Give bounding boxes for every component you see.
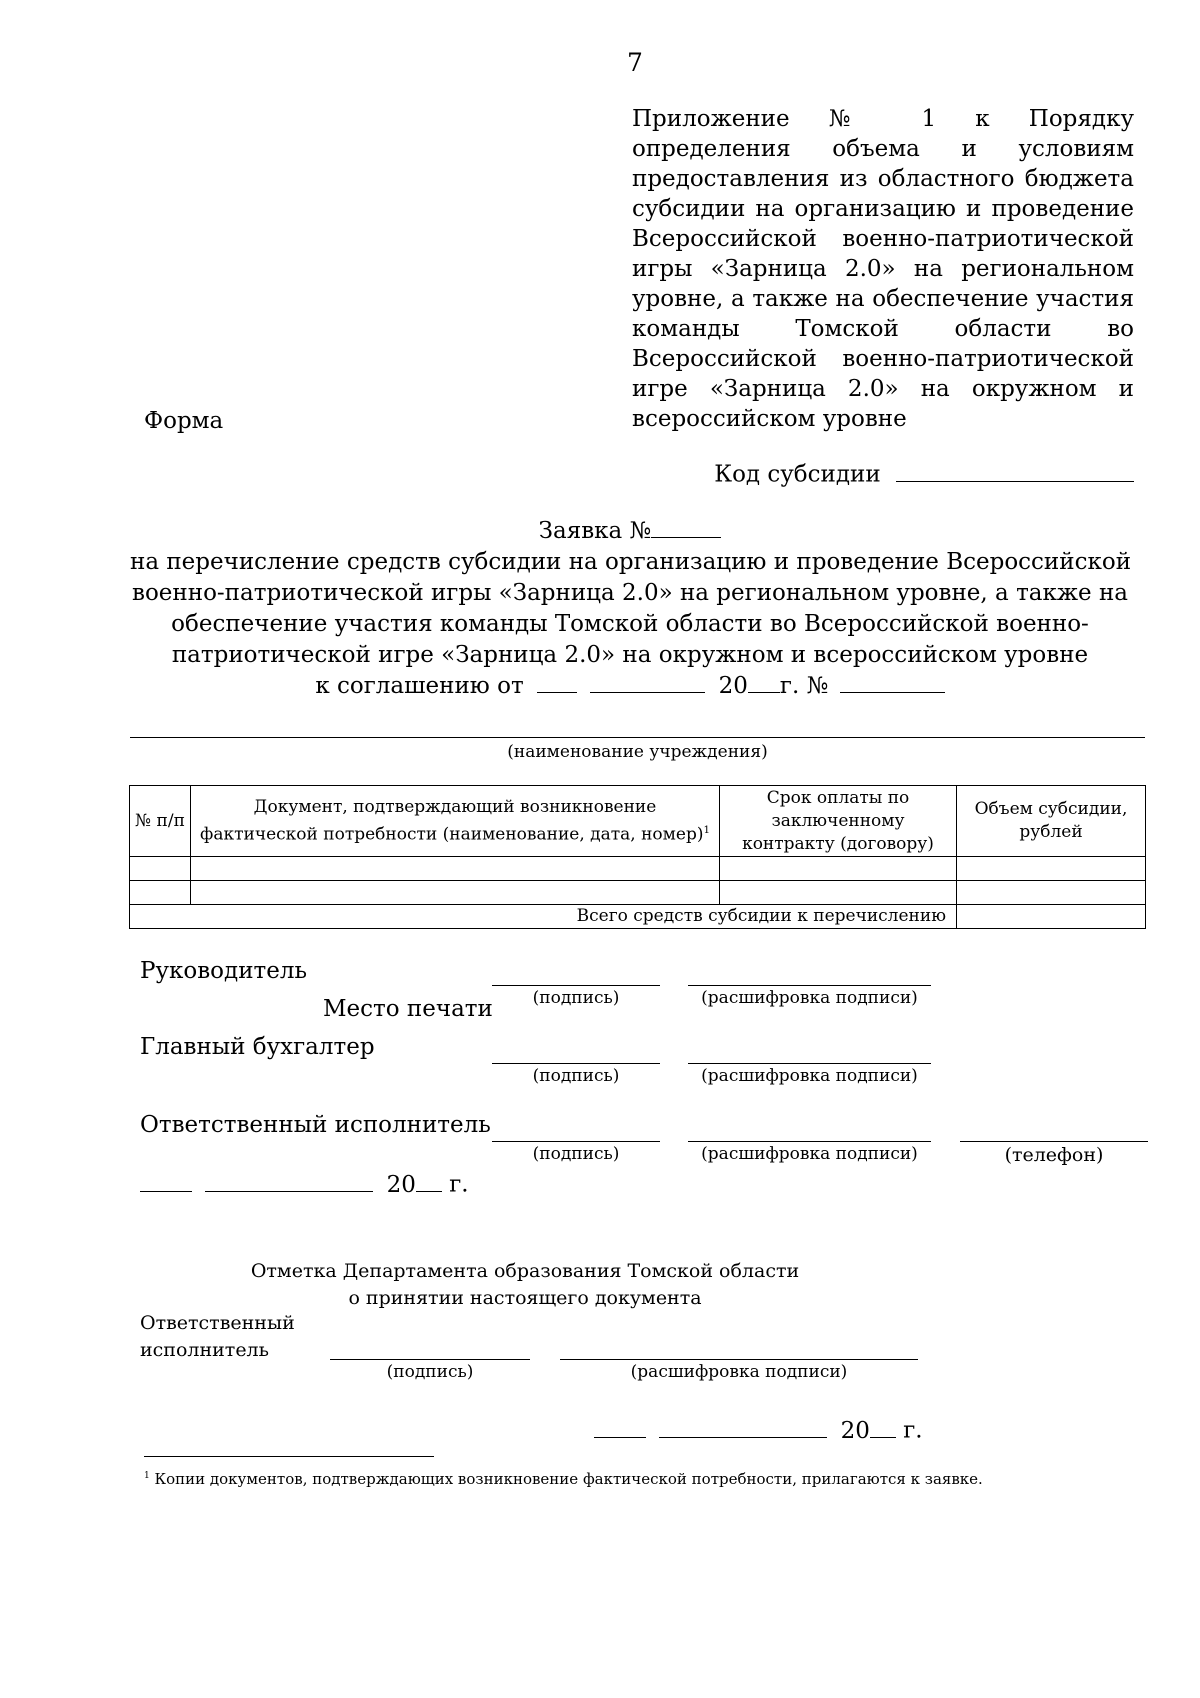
accountant-decoding-caption: (расшифровка подписи) — [701, 1066, 918, 1086]
department-date-day-blank — [594, 1416, 646, 1438]
page-number: 7 — [627, 48, 643, 77]
accountant-signature-caption: (подпись) — [532, 1066, 620, 1086]
agreement-prefix: к соглашению от — [315, 673, 524, 699]
agreement-year-blank — [748, 671, 780, 693]
responsible-decoding-caption: (расшифровка подписи) — [701, 1144, 918, 1164]
table-cell — [720, 857, 957, 881]
footnote — [144, 1470, 983, 1488]
responsible-phone-line — [960, 1141, 1148, 1142]
responsible-decoding-line — [688, 1141, 931, 1142]
seal-place: Место печати — [323, 996, 493, 1022]
table-cell — [130, 881, 191, 905]
responsible-signature-caption: (подпись) — [532, 1144, 620, 1164]
table-row — [130, 881, 1146, 905]
department-date-year-blank — [870, 1416, 896, 1438]
department-date-year-suffix: г. — [903, 1417, 923, 1444]
appendix-reference: Приложение № 1 к Порядку определения объема и условиям предоставления из областного бюджета субсидии на организацию и проведение Всероссийской военно-патриотической игры «Зарница 2.0» на региональном уровне, а также на обеспечение участия команды Томской области во Всероссийской военно-патриотической игре «Зарница 2.0» на окружном и всероссийском уровне — [632, 106, 1134, 432]
application-title-block — [130, 516, 1130, 702]
department-signature-line — [330, 1359, 530, 1360]
total-label: Всего средств субсидии к перечислению — [130, 905, 957, 929]
table-cell — [957, 881, 1146, 905]
application-title: Заявка № — [538, 518, 652, 544]
agreement-year-suffix: г. № — [779, 673, 829, 699]
department-date-year-prefix: 20 — [840, 1417, 870, 1444]
table-cell — [130, 857, 191, 881]
table-row — [130, 857, 1146, 881]
table-total-row — [130, 905, 1146, 929]
application-line-3: обеспечение участия команды Томской области во Всероссийской военно- — [171, 611, 1089, 637]
head-decoding-caption: (расшифровка подписи) — [701, 988, 918, 1008]
agreement-year-prefix: 20 — [718, 673, 748, 699]
department-decoding-line — [560, 1359, 918, 1360]
total-value — [957, 905, 1146, 929]
agreement-day-blank — [537, 671, 577, 693]
form-label: Форма — [144, 408, 224, 434]
table-header-row — [130, 786, 1146, 857]
accountant-signature-line — [492, 1063, 660, 1064]
subsidy-code-field — [714, 460, 1134, 488]
head-label: Руководитель — [140, 958, 307, 984]
department-responsible-line-2: исполнитель — [140, 1339, 269, 1361]
department-mark-line-2: о принятии настоящего документа — [348, 1287, 702, 1309]
application-line-4: патриотической игре «Зарница 2.0» на окружном и всероссийском уровне — [171, 642, 1089, 668]
table-cell — [720, 881, 957, 905]
accountant-decoding-line — [688, 1063, 931, 1064]
department-responsible-line-1: Ответственный — [140, 1312, 295, 1334]
department-mark-line-1: Отметка Департамента образования Томской области — [250, 1260, 800, 1282]
subsidy-code-label: Код субсидии — [714, 461, 881, 488]
application-number-line — [130, 516, 1130, 547]
department-signature-caption: (подпись) — [386, 1362, 474, 1382]
date-year-blank — [416, 1170, 442, 1192]
responsible-phone-caption: (телефон) — [1004, 1144, 1104, 1166]
department-decoding-caption: (расшифровка подписи) — [630, 1362, 848, 1382]
footnote-mark: 1 — [144, 1471, 150, 1481]
agreement-month-blank — [590, 671, 705, 693]
footnote-separator — [144, 1456, 434, 1457]
application-line-1: на перечисление средств субсидии на организацию и проведение Всероссийской — [130, 549, 1132, 575]
col-header-document — [191, 786, 720, 857]
date-month-blank — [205, 1170, 373, 1192]
head-signature-caption: (подпись) — [532, 988, 620, 1008]
institution-line — [130, 737, 1145, 738]
department-mark-title — [130, 1258, 920, 1312]
footnote-text: Копии документов, подтверждающих возникновение фактической потребности, прилагаются к заявке. — [154, 1470, 983, 1488]
date-year-prefix: 20 — [386, 1171, 416, 1198]
department-responsible-label — [140, 1310, 295, 1364]
department-date-month-blank — [659, 1416, 827, 1438]
table-cell — [191, 881, 720, 905]
date-year-suffix: г. — [449, 1171, 469, 1198]
application-line-2: военно-патриотической игры «Зарница 2.0» на региональном уровне, а также на — [132, 580, 1128, 606]
subsidy-code-blank — [896, 460, 1134, 482]
table-cell — [191, 857, 720, 881]
table-cell — [957, 857, 1146, 881]
date-line — [140, 1170, 469, 1198]
application-number-blank — [651, 516, 721, 538]
department-date-line — [594, 1416, 923, 1444]
date-day-blank — [140, 1170, 192, 1192]
agreement-line — [130, 671, 1130, 702]
col-header-payment-term: Срок оплаты по заключенному контракту (договору) — [720, 786, 957, 857]
head-decoding-line — [688, 985, 931, 986]
responsible-label: Ответственный исполнитель — [140, 1112, 491, 1138]
agreement-number-blank — [840, 671, 945, 693]
chief-accountant-label: Главный бухгалтер — [140, 1034, 375, 1060]
col-header-subsidy-amount: Объем субсидии, рублей — [957, 786, 1146, 857]
institution-caption: (наименование учреждения) — [507, 742, 768, 762]
subsidy-table — [129, 785, 1146, 929]
footnote-reference: 1 — [703, 824, 710, 836]
col-header-document-text: Документ, подтверждающий возникновение фактической потребности (наименование, дата, номер) — [200, 796, 704, 845]
head-signature-line — [492, 985, 660, 986]
col-header-number: № п/п — [130, 786, 191, 857]
responsible-signature-line — [492, 1141, 660, 1142]
